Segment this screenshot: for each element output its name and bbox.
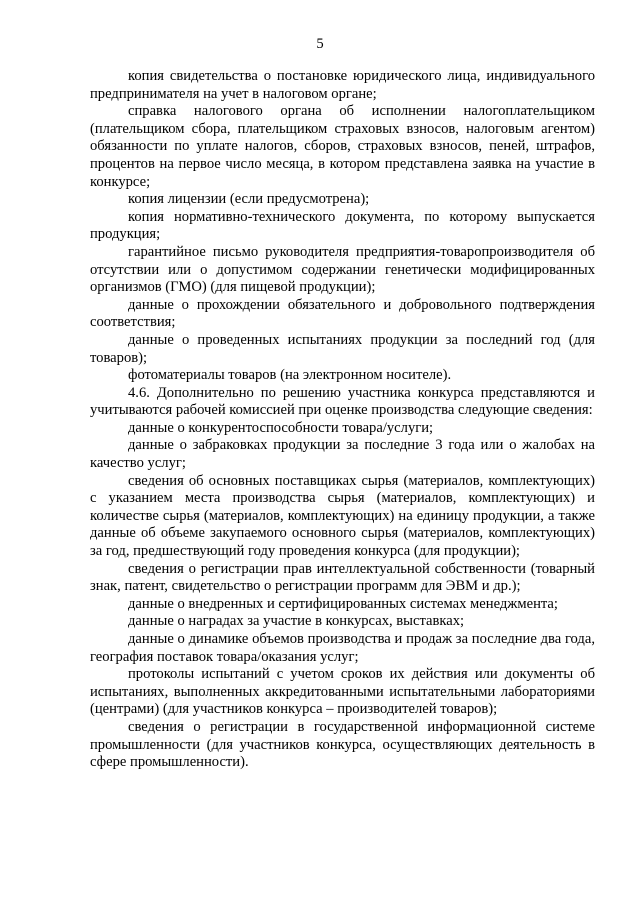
paragraph: данные о конкурентоспособности товара/услуги; <box>128 419 434 436</box>
paragraph: копия нормативно-технического документа, по которому выпускается продукция; <box>90 208 595 243</box>
paragraph: данные о прохождении обязательного и добровольного подтверждения соответствия; <box>90 296 595 331</box>
paragraph: данные о внедренных и сертифицированных системах менеджмента; <box>128 595 558 612</box>
paragraph: копия свидетельства о постановке юридического лица, индивидуального предпринимателя на учет в налоговом органе; <box>90 68 595 102</box>
paragraph: данные о динамике объемов производства и продаж за последние два года, география поставок товара/оказания услуг; <box>90 631 595 665</box>
page-number: 5 <box>316 36 324 52</box>
paragraph: сведения о регистрации прав интеллектуальной собственности (товарный знак, патент, свидетельство о регистрации программ для ЭВМ и др.); <box>90 560 595 595</box>
paragraph: данные о наградах за участие в конкурсах, выставках; <box>128 613 465 630</box>
paragraph: сведения об основных поставщиках сырья (материалов, комплектующих) с указанием места производства сырья (материалов, комплектующих) и количестве сырья (материалов, комплектующих) на единицу продукции, а также данные об объеме закупаемого основного сырья (материалов, комплектующих) за год, предшествующий году проведения конкурса (для продукции); <box>90 472 595 560</box>
document-body <box>90 68 595 772</box>
paragraph: фотоматериалы товаров (на электронном носителе). <box>128 367 452 384</box>
paragraph: копия лицензии (если предусмотрена); <box>128 191 370 208</box>
paragraph: гарантийное письмо руководителя предприятия-товаропроизводителя об отсутствии или о допустимом содержании генетически модифицированных организмов (ГМО) (для пищевой продукции); <box>90 243 595 296</box>
paragraph: данные о проведенных испытаниях продукции за последний год (для товаров); <box>90 331 595 366</box>
paragraph: справка налогового органа об исполнении налогоплательщиком (плательщиком сбора, плательщиком страховых взносов, налоговым агентом) обязанности по уплате налогов, сборов, страховых взносов, пеней, штрафов, процентов на первое число месяца, в котором представлена заявка на участие в конкурсе; <box>90 103 595 190</box>
paragraph: протоколы испытаний с учетом сроков их действия или документы об испытаниях, выполненных аккредитованными испытательными лабораториями (центрами) (для участников конкурса – производителей товаров); <box>90 666 595 718</box>
paragraph: данные о забраковках продукции за последние 3 года или о жалобах на качество услуг; <box>90 437 595 472</box>
paragraph: сведения о регистрации в государственной информационной системе промышленности (для участников конкурса, осуществляющих деятельность в сфере промышленности). <box>90 718 595 771</box>
section-paragraph: 4.6. Дополнительно по решению участника конкурса представляются и учитываются рабочей комиссией при оценке производства следующие сведения: <box>90 384 595 419</box>
